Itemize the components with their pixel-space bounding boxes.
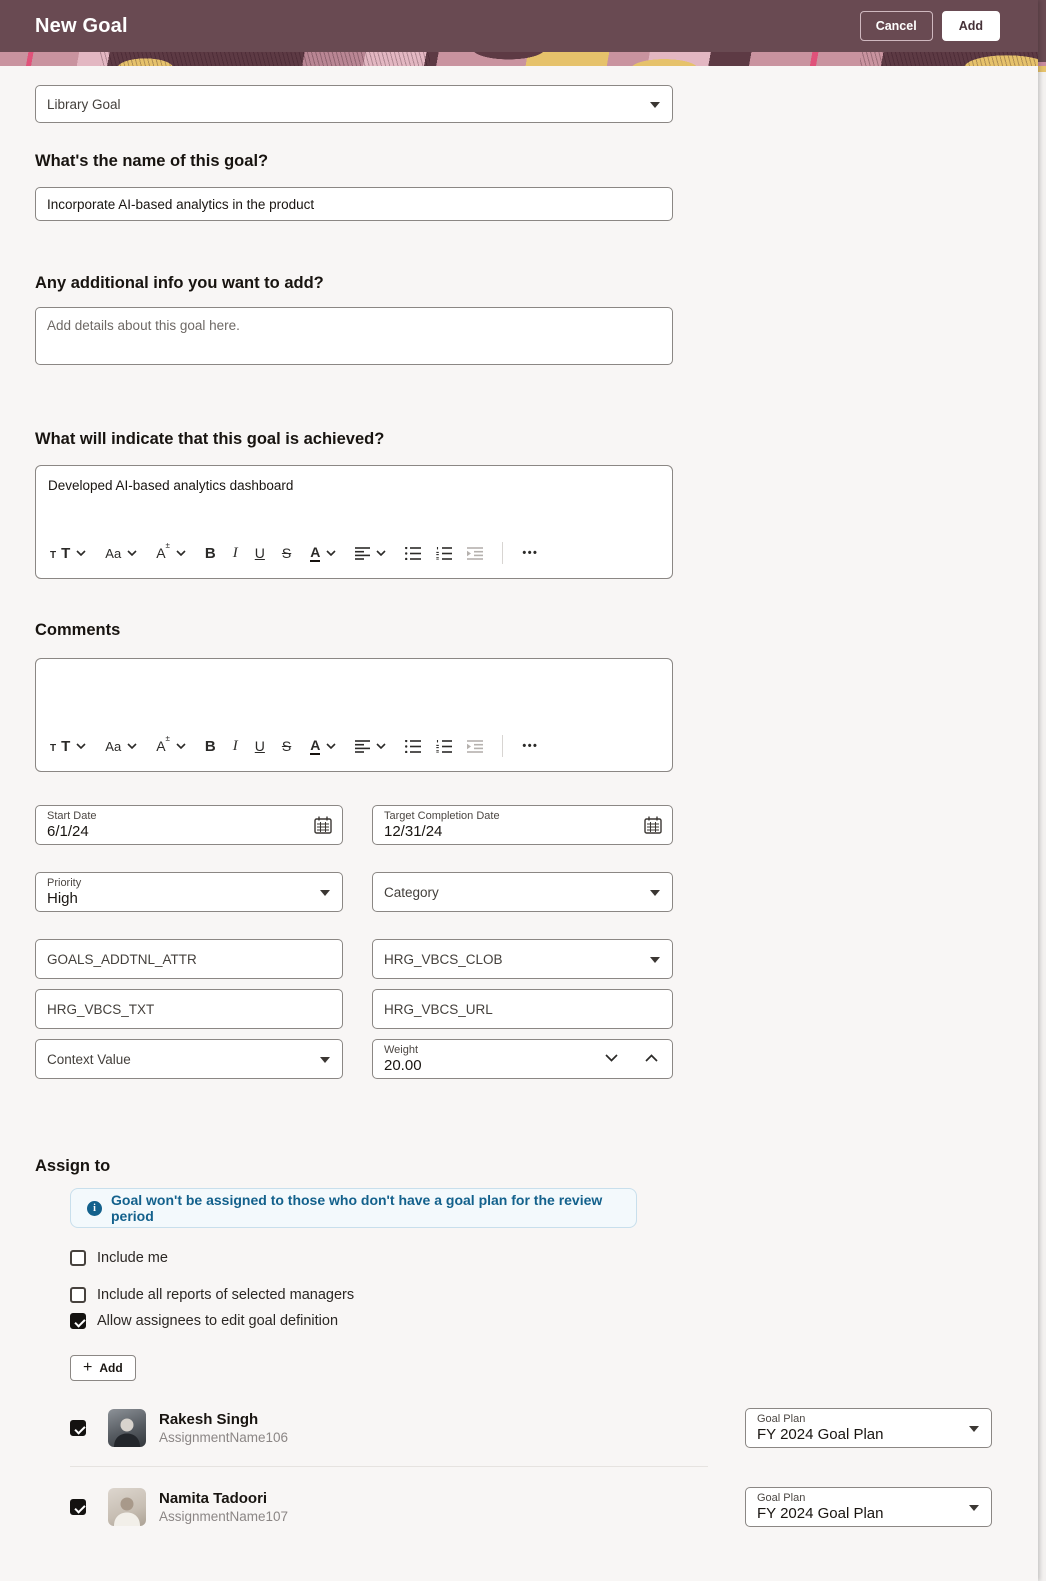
row-divider [70, 1466, 708, 1467]
numbered-list-icon [436, 740, 452, 753]
include-me-row [70, 1250, 1038, 1266]
comments-heading: Comments [35, 621, 121, 639]
include-all-reports-checkbox[interactable] [70, 1287, 86, 1303]
stepper-down-icon[interactable] [605, 1054, 618, 1062]
assignee-row [70, 1408, 1038, 1448]
achieved-question: What will indicate that this goal is achieved? [35, 430, 385, 448]
plus-icon: + [83, 1359, 93, 1376]
dropdown-caret-icon [969, 1505, 979, 1511]
hrg-vbcs-txt-placeholder: HRG_VBCS_TXT [47, 1001, 155, 1017]
hrg-vbcs-clob-select[interactable] [372, 939, 673, 979]
font-size-button[interactable]: A± [156, 545, 186, 561]
include-me-label: Include me [97, 1250, 168, 1266]
dropdown-caret-icon [969, 1426, 979, 1432]
include-all-reports-label: Include all reports of selected managers [97, 1287, 355, 1303]
additional-info-question: Any additional info you want to add? [35, 274, 324, 292]
chevron-down-icon [376, 743, 386, 749]
bold-button[interactable]: B [204, 737, 216, 755]
chevron-down-icon [176, 550, 186, 556]
assignee-checkbox[interactable] [70, 1499, 86, 1515]
assignee-checkbox[interactable] [70, 1420, 86, 1436]
info-banner [70, 1188, 637, 1228]
goal-name-question: What's the name of this goal? [35, 152, 269, 170]
library-goal-placeholder: Library Goal [47, 96, 121, 112]
comments-editor[interactable] [35, 658, 673, 772]
more-options-button[interactable]: ••• [522, 547, 539, 559]
weight-value: 20.00 [384, 1057, 422, 1074]
achieved-editor-toolbar [36, 536, 672, 578]
background-page-edge [1038, 0, 1046, 1581]
font-family-button[interactable]: Aa [105, 739, 137, 754]
priority-label: Priority [47, 877, 82, 889]
start-date-label: Start Date [47, 810, 97, 822]
include-all-reports-row [70, 1287, 1038, 1303]
allow-edit-row [70, 1313, 1038, 1329]
align-button[interactable] [355, 547, 386, 560]
indent-icon [467, 547, 483, 560]
header-actions [860, 11, 1000, 41]
assignee-name: Namita Tadoori [159, 1490, 268, 1507]
category-placeholder: Category [384, 884, 439, 900]
weight-label: Weight [384, 1044, 419, 1056]
library-goal-select[interactable] [35, 85, 673, 123]
chevron-down-icon [76, 550, 86, 556]
dropdown-caret-icon [320, 1057, 330, 1063]
page-title: New Goal [35, 14, 128, 37]
add-assignee-button[interactable]: + Add [70, 1355, 136, 1381]
toolbar-divider [502, 542, 503, 564]
decorative-pattern-strip [0, 52, 1038, 66]
context-value-placeholder: Context Value [47, 1051, 131, 1067]
numbered-list-icon [436, 547, 452, 560]
toolbar-divider [502, 735, 503, 757]
priority-value: High [47, 890, 78, 907]
target-date-label: Target Completion Date [384, 810, 500, 822]
italic-button[interactable]: I [232, 544, 238, 561]
target-date-value: 12/31/24 [384, 823, 443, 840]
hrg-vbcs-url-input[interactable] [372, 989, 673, 1029]
comments-editor-content[interactable] [36, 659, 672, 729]
numbered-list-button[interactable] [436, 547, 452, 560]
avatar [108, 1409, 146, 1447]
person-silhouette-icon [112, 1416, 142, 1447]
chevron-down-icon [127, 550, 137, 556]
bullet-list-icon [405, 547, 421, 560]
goals-addtnl-attr-placeholder: GOALS_ADDTNL_ATTR [47, 951, 197, 967]
chevron-down-icon [176, 743, 186, 749]
start-date-value: 6/1/24 [47, 823, 89, 840]
goal-name-input[interactable] [35, 187, 673, 221]
text-color-button[interactable]: A [310, 545, 336, 562]
goal-plan-value: FY 2024 Goal Plan [757, 1426, 884, 1443]
chevron-down-icon [127, 743, 137, 749]
align-left-icon [355, 547, 370, 560]
bullet-list-icon [405, 740, 421, 753]
person-silhouette-icon [112, 1495, 142, 1526]
align-button[interactable] [355, 740, 386, 753]
goals-addtnl-attr-input[interactable] [35, 939, 343, 979]
avatar [108, 1488, 146, 1526]
assignee-assignment: AssignmentName107 [159, 1509, 289, 1524]
allow-edit-checkbox[interactable] [70, 1313, 86, 1329]
goal-plan-label: Goal Plan [757, 1492, 806, 1504]
hrg-vbcs-clob-placeholder: HRG_VBCS_CLOB [384, 951, 503, 967]
achieved-editor-content[interactable]: Developed AI-based analytics dashboard [48, 478, 294, 493]
underline-button[interactable]: U [254, 545, 265, 561]
hrg-vbcs-txt-input[interactable] [35, 989, 343, 1029]
assign-to-heading: Assign to [35, 1157, 111, 1175]
info-icon: i [87, 1201, 102, 1216]
cancel-button[interactable]: Cancel [860, 11, 933, 41]
stepper-up-icon[interactable] [645, 1054, 658, 1062]
more-options-button[interactable]: ••• [522, 740, 539, 752]
assignee-row [70, 1487, 1038, 1527]
start-date-field[interactable] [35, 805, 343, 845]
assignee-assignment: AssignmentName106 [159, 1430, 289, 1445]
page-header [0, 0, 1038, 52]
align-left-icon [355, 740, 370, 753]
chevron-down-icon [76, 743, 86, 749]
calendar-icon[interactable] [314, 816, 332, 834]
allow-edit-label: Allow assignees to edit goal definition [97, 1313, 339, 1329]
bold-button[interactable]: B [204, 544, 216, 562]
dropdown-caret-icon [650, 890, 660, 896]
info-banner-text: Goal won't be assigned to those who don't have a goal plan for the review period [111, 1192, 603, 1224]
chevron-down-icon [376, 550, 386, 556]
priority-select[interactable] [35, 872, 343, 912]
additional-info-textarea[interactable] [35, 307, 673, 365]
indent-button[interactable] [467, 740, 483, 753]
weight-stepper[interactable] [372, 1039, 673, 1079]
goal-plan-label: Goal Plan [757, 1413, 806, 1425]
text-style-button[interactable]: T T [50, 545, 86, 562]
add-button[interactable]: Add [942, 11, 1000, 41]
text-style-button[interactable]: T T [50, 738, 86, 755]
indent-button[interactable] [467, 547, 483, 560]
italic-button[interactable]: I [232, 737, 238, 754]
comments-editor-toolbar [36, 729, 672, 771]
indent-icon [467, 740, 483, 753]
dropdown-caret-icon [650, 102, 660, 108]
achieved-editor[interactable] [35, 465, 673, 579]
strikethrough-button[interactable]: S [281, 545, 292, 561]
dropdown-caret-icon [320, 890, 330, 896]
assignee-name: Rakesh Singh [159, 1411, 259, 1428]
chevron-down-icon [326, 550, 336, 556]
goal-plan-select[interactable] [745, 1408, 992, 1448]
bullet-list-button[interactable] [405, 547, 421, 560]
numbered-list-button[interactable] [436, 740, 452, 753]
category-select[interactable] [372, 872, 673, 912]
underline-button[interactable]: U [254, 738, 265, 754]
dropdown-caret-icon [650, 957, 660, 963]
context-value-select[interactable] [35, 1039, 343, 1079]
bullet-list-button[interactable] [405, 740, 421, 753]
chevron-down-icon [326, 743, 336, 749]
font-size-button[interactable]: A± [156, 738, 186, 754]
font-family-button[interactable]: Aa [105, 546, 137, 561]
include-me-checkbox[interactable] [70, 1250, 86, 1266]
hrg-vbcs-url-placeholder: HRG_VBCS_URL [384, 1001, 493, 1017]
goal-plan-select[interactable] [745, 1487, 992, 1527]
calendar-icon[interactable] [644, 816, 662, 834]
goal-plan-value: FY 2024 Goal Plan [757, 1505, 884, 1522]
strikethrough-button[interactable]: S [281, 738, 292, 754]
text-color-button[interactable]: A [310, 738, 336, 755]
target-completion-date-field[interactable] [372, 805, 673, 845]
